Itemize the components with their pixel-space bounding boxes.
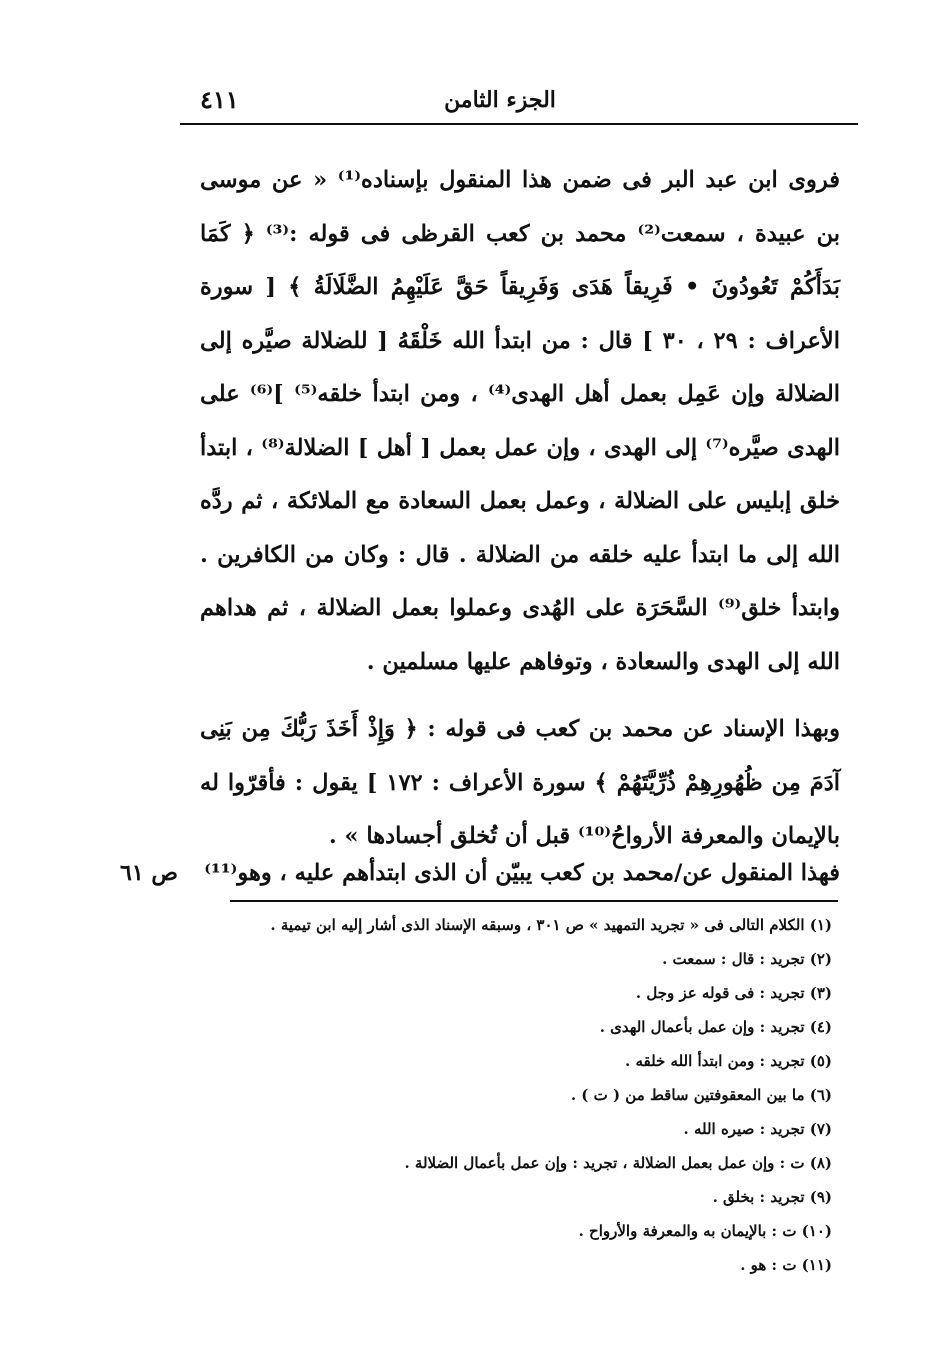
footnote-6: (٦) ما بين المعقوفتين ساقط من ( ت ) . xyxy=(570,1086,832,1104)
footnote-2: (٢) تجريد : قال : سمعت . xyxy=(662,950,832,968)
footnote-3: (٣) تجريد : فى قوله عز وجل . xyxy=(635,984,832,1002)
paragraph-1: فروى ابن عبد البر فى ضمن هذا المنقول بإسناده⁽¹⁾ « عن موسى بن عبيدة ، سمعت⁽²⁾ محمد بن كعب القرظى فى قوله :⁽³⁾ ﴿ كَمَا بَدَأَكُمْ تَعُودُونَ • فَرِيقاً هَدَى وَفَرِيقاً حَقَّ عَلَيْهِمُ الضَّلَالَةُ ﴾ [ سورة الأعراف : ٢٩ ، ٣٠ ] قال : من ابتدأ الله خَلْقَهُ [ للضلالة صيَّره إلى الضلالة وإن عَمِل بعمل أهل الهدى⁽⁴⁾ ، ومن ابتدأ خلقه⁽⁵⁾ ]⁽⁶⁾ على الهدى صيَّره⁽⁷⁾ إلى الهدى ، وإن عمل بعمل [ أهل ] الضلالة⁽⁸⁾ ، ابتدأ خلق إبليس على الضلالة ، وعمل بعمل السعادة مع الملائكة ، ثم ردَّه الله إلى ما ابتدأ عليه خلقه من الضلالة . قال : وكان من الكافرين . وابتدأ خلق⁽⁹⁾ السَّحَرَة على الهُدى وعملوا بعمل الضلالة ، ثم هداهم الله إلى الهدى والسعادة ، وتوفاهم عليها مسلمين . xyxy=(200,167,840,675)
footnote-10: (١٠) ت : بالإيمان به والمعرفة والأرواح . xyxy=(578,1222,832,1240)
footnote-7: (٧) تجريد : صيره الله . xyxy=(683,1120,832,1138)
footnotes-list xyxy=(200,908,832,1282)
footnote-8: (٨) ت : وإن عمل بعمل الضلالة ، تجريد : وإن عمل بأعمال الضلالة . xyxy=(404,1154,832,1172)
main-text xyxy=(200,154,840,864)
margin-page-reference: ص ٦١ xyxy=(120,860,178,886)
footnote-4: (٤) تجريد : وإن عمل بأعمال الهدى . xyxy=(599,1018,832,1036)
header-rule xyxy=(180,123,858,125)
footnote-5: (٥) تجريد : ومن ابتدأ الله خلقه . xyxy=(625,1052,832,1070)
footnote-rule xyxy=(230,900,838,902)
footnote-9: (٩) تجريد : بخلق . xyxy=(712,1188,832,1206)
page-number: ٤١١ xyxy=(200,85,239,114)
footnote-1: (١) الكلام التالى فى « تجريد التمهيد » ص ٣٠١ ، وسبقه الإسناد الذى أشار إليه ابن تيمية . xyxy=(270,916,832,934)
running-title: الجزء الثامن xyxy=(444,87,556,113)
paragraph-2: وبهذا الإسناد عن محمد بن كعب فى قوله : ﴿ وَإِذْ أَخَذَ رَبُّكَ مِن بَنِى آدَمَ مِن ظُهُورِهِمْ ذُرِّيَّتَهُمْ ﴾ سورة الأعراف : ١٧٢ ] يقول : فأقرّوا له بالإيمان والمعرفة الأرواحُ⁽¹⁰⁾ قبل أن تُخلق أجسادها » . xyxy=(200,716,840,849)
last-body-line: فهذا المنقول عن/محمد بن كعب يبيّن أن الذى ابتدأهم عليه ، وهو⁽¹¹⁾ xyxy=(204,860,840,886)
footnote-11: (١١) ت : هو . xyxy=(740,1256,832,1274)
